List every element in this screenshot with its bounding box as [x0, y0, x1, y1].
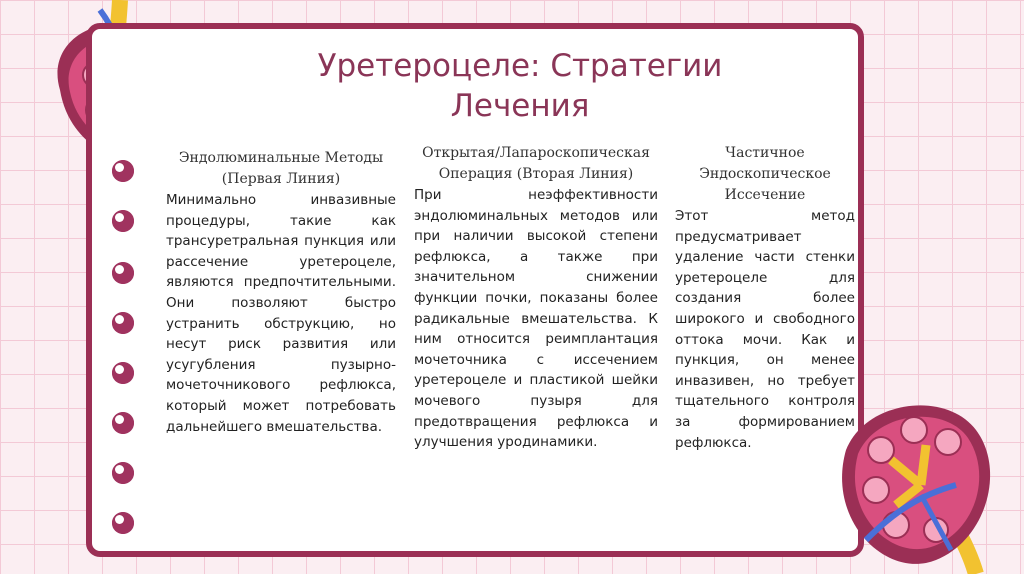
title-line-2: Лечения — [450, 88, 590, 124]
column-text: При неэффективности эндолюминальных методов или при наличии высокой степени рефлюкса, а также при значительном снижении функции почки, показаны более радикальные вмешательства. К ним относится реимплантация мочеточника с иссечением уретероцеле и пластикой шейки мочевого пузыря для предотвращения рефлюкса и улучшения уродинамики. — [414, 187, 658, 451]
title-line-1: Уретероцеле: Стратегии — [317, 48, 723, 84]
column-second-line — [414, 143, 658, 453]
binder-ring — [112, 362, 134, 384]
binder-ring — [112, 160, 134, 182]
column-heading: Эндолюминальные Методы (Первая Линия) — [178, 150, 384, 187]
binder-rings — [112, 160, 138, 540]
binder-ring — [112, 312, 134, 334]
column-text: Минимально инвазивные процедуры, такие как трансуретральная пункция или рассечение уретероцеле, являются предпочтительными. Они позволяют быстро устранить обструкцию, но несут риск развития или усугубления пузырно-мочеточникового рефлюкса, который может потребовать дальнейшего вмешательства. — [166, 192, 396, 435]
binder-ring — [112, 210, 134, 232]
page-title — [260, 46, 780, 126]
binder-ring — [112, 412, 134, 434]
binder-ring — [112, 462, 134, 484]
kidney-illustration-bottom-right — [826, 390, 1024, 574]
column-text: Этот метод предусматривает удаление части стенки уретероцеле для создания более широкого и свободного оттока мочи. Как и пункция, он менее инвазивен, но требует тщательного контроля за формированием рефлюкса. — [675, 208, 855, 451]
column-first-line — [166, 148, 396, 437]
binder-ring — [112, 512, 134, 534]
binder-ring — [112, 262, 134, 284]
column-heading: Частичное Эндоскопическое Иссечение — [699, 145, 831, 203]
column-heading: Открытая/Лапароскопическая Операция (Вторая Линия) — [422, 145, 650, 182]
